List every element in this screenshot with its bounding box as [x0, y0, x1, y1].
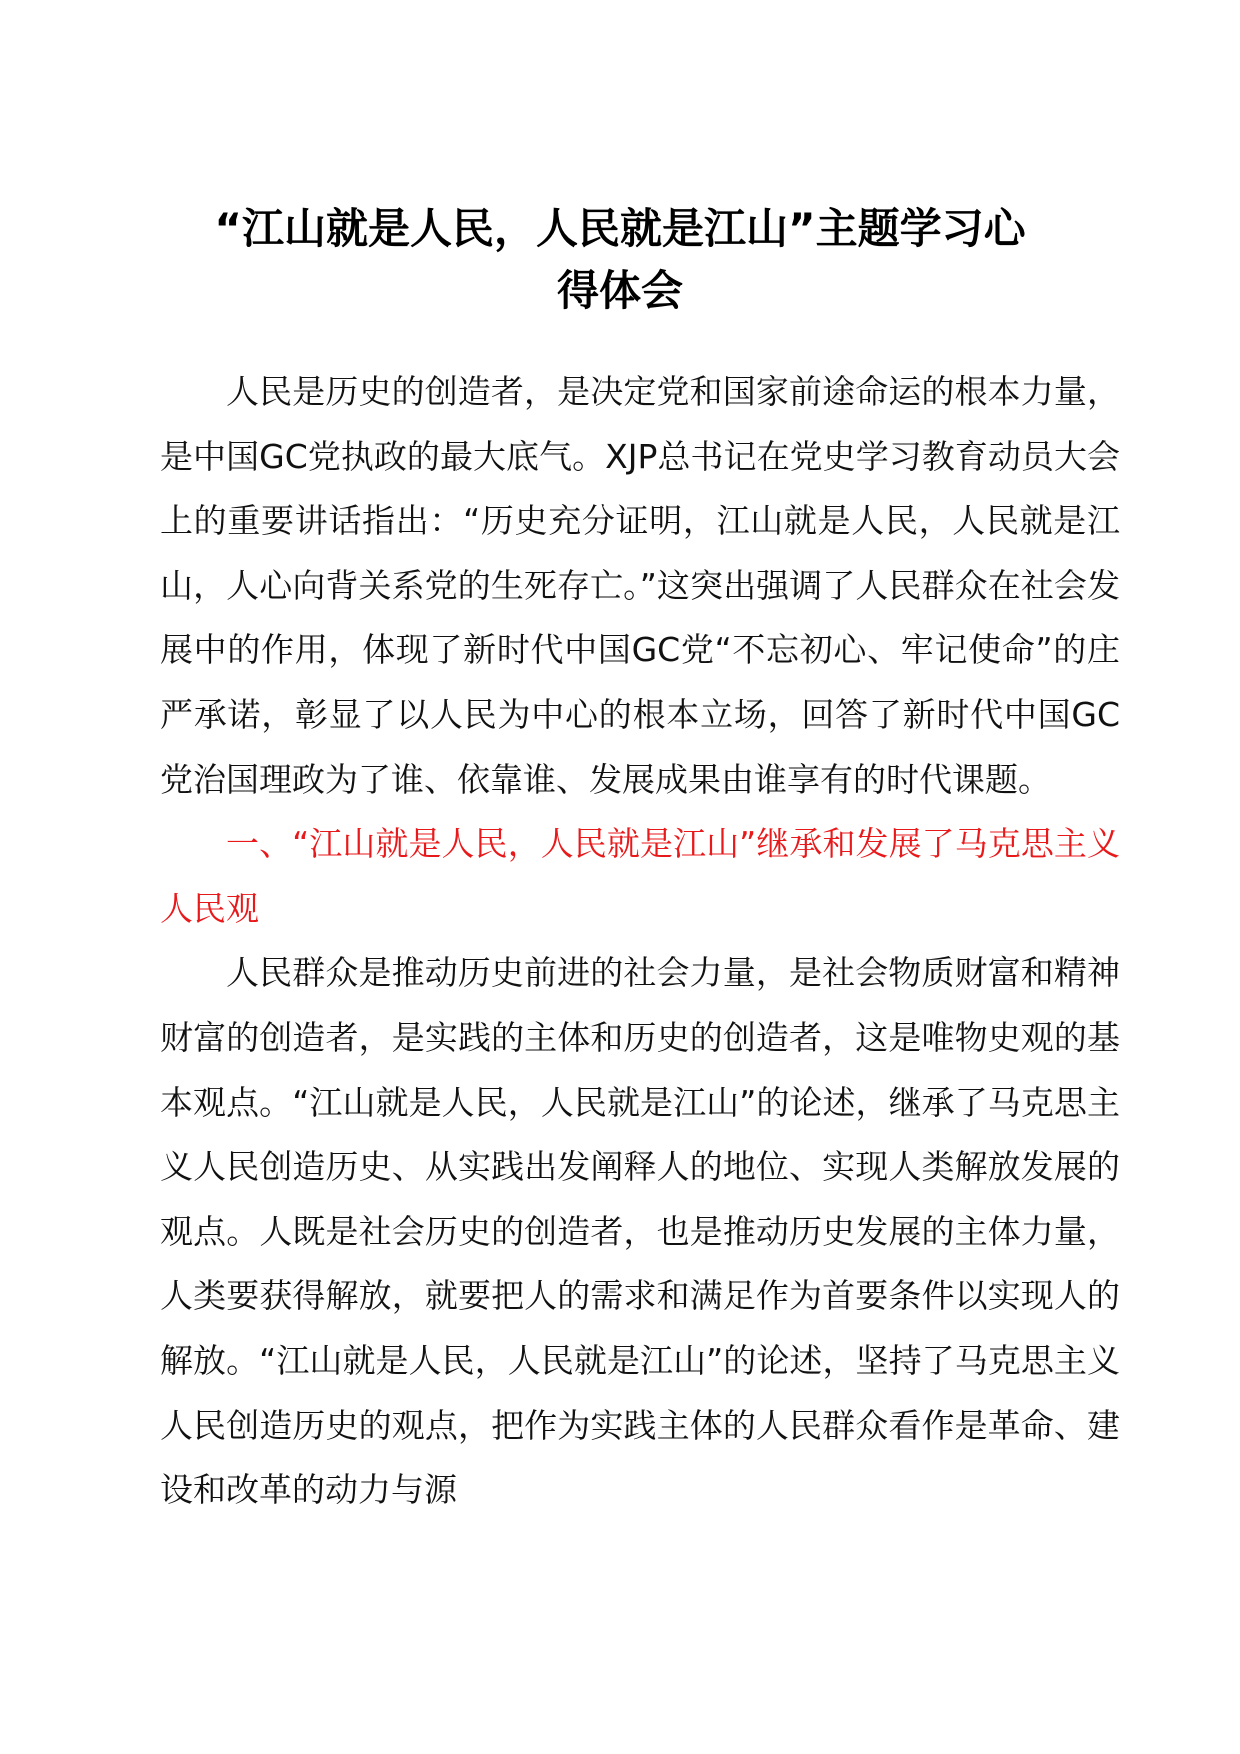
- document-title: [150, 198, 1090, 322]
- title-line-1: “江山就是人民，人民就是江山”主题学习心: [214, 204, 1026, 253]
- paragraph-2: 人民群众是推动历史前进的社会力量，是社会物质财富和精神财富的创造者，是实践的主体和历史的创造者，这是唯物史观的基本观点。“江山就是人民，人民就是江山”的论述，继承了马克思主义人民创造历史、从实践出发阐释人的地位、实现人类解放发展的观点。人既是社会历史的创造者，也是推动历史发展的主体力量，人类要获得解放，就要把人的需求和满足作为首要条件以实现人的解放。“江山就是人民，人民就是江山”的论述，坚持了马克思主义人民创造历史的观点，把作为实践主体的人民群众看作是革命、建设和改革的动力与源: [160, 953, 1120, 1510]
- section-heading-1: 一、“江山就是人民，人民就是江山”继承和发展了马克思主义人民观: [160, 824, 1120, 928]
- document-body: [160, 360, 1120, 1523]
- paragraph-1: 人民是历史的创造者，是决定党和国家前途命运的根本力量，是中国GC党执政的最大底气。XJP总书记在党史学习教育动员大会上的重要讲话指出：“历史充分证明，江山就是人民，人民就是江山，人心向背关系党的生死存亡。”这突出强调了人民群众在社会发展中的作用，体现了新时代中国GC党“不忘初心、牢记使命”的庄严承诺，彰显了以人民为中心的根本立场，回答了新时代中国GC党治国理政为了谁、依靠谁、发展成果由谁享有的时代课题。: [160, 372, 1120, 799]
- title-line-2: 得体会: [556, 266, 683, 315]
